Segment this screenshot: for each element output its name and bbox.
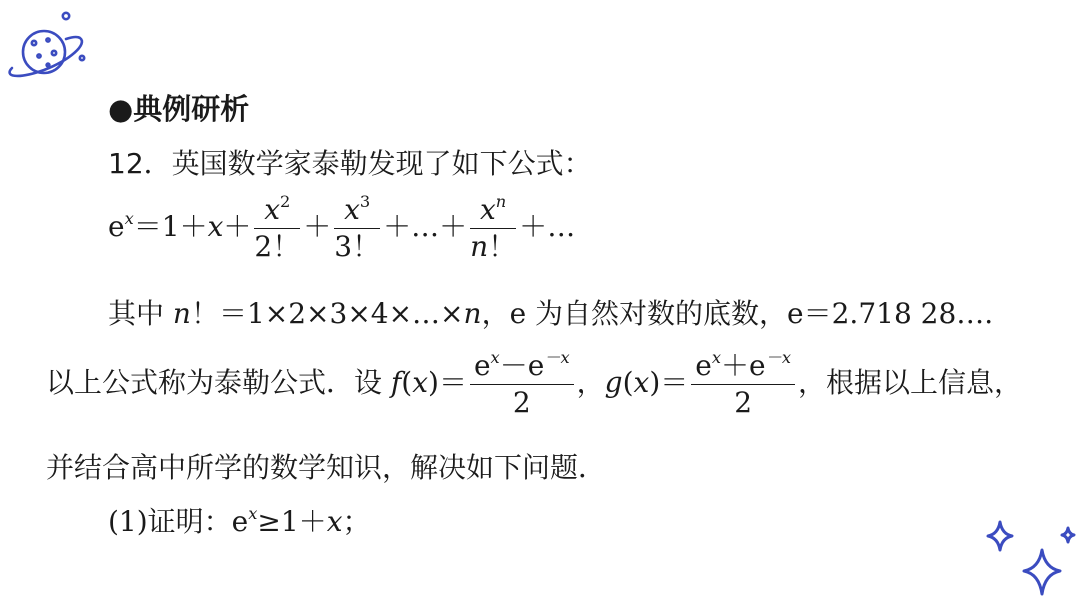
fraction-term-2: $\frac{x^2}{2!}$ — [254, 191, 301, 263]
factorial-explanation: 其中 n！＝1×2×3×4×…×n，e 为自然对数的底数，e＝2.718 28…. — [108, 297, 994, 330]
sparkle-stars-icon — [978, 518, 1078, 604]
part-1-question: (1)证明：$e^x\ge 1+x$； — [108, 503, 371, 538]
context-line: 并结合高中所学的数学知识，解决如下问题． — [46, 451, 607, 484]
question-title: 12．英国数学家泰勒发现了如下公式： — [108, 147, 592, 180]
taylor-formula: $e^x=1+x+$ $\frac{x^2}{2!}$ ＋ $\frac{x^3}{3!}$ ＋…＋ $\frac{x^n}{n!}$ ＋… — [108, 191, 576, 263]
function-definitions: 以上公式称为泰勒公式．设 f(x)＝ $\frac{e^x-e^{-x}}{2}$ ，g(x)＝ $\frac{e^x+e^{-x}}{2}$ ，根据以上信息， — [46, 347, 1022, 419]
section-heading: ●典例研析 — [108, 92, 250, 126]
fraction-term-n: $\frac{x^n}{n!}$ — [470, 191, 517, 263]
fraction-term-3: $\frac{x^3}{3!}$ — [334, 191, 381, 263]
f-fraction: $\frac{e^x-e^{-x}}{2}$ — [470, 352, 574, 417]
planet-icon — [4, 10, 88, 86]
g-fraction: $\frac{e^x+e^{-x}}{2}$ — [691, 352, 795, 417]
